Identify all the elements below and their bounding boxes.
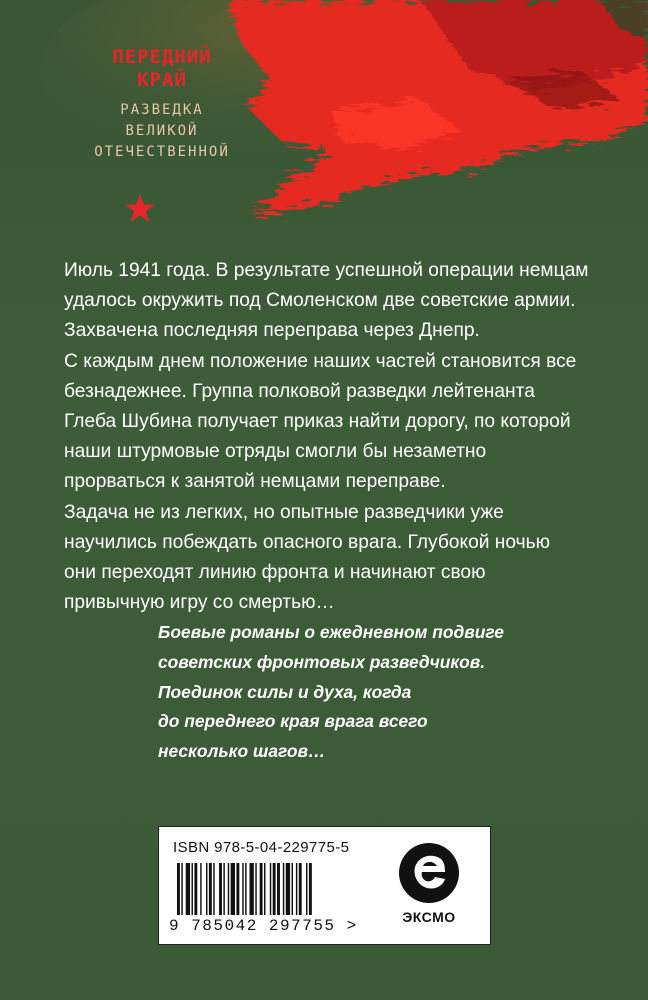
- blurb-line: безнадежнее. Группа полковой разведки лейтенанта: [64, 380, 535, 402]
- blurb-line: Глеба Шубина получает приказ найти дорогу, по которой: [64, 411, 571, 433]
- red-star-icon: [124, 193, 156, 225]
- series-logo: [62, 46, 262, 163]
- blurb-line: прорваться к занятой немцами переправе.: [64, 471, 446, 493]
- blurb-line: привычную игру со смертью…: [64, 592, 335, 614]
- blurb-line: С каждым днем положение наших частей становится все: [64, 350, 577, 372]
- isbn-label: ISBN 978-5-04-229775-5: [173, 839, 350, 856]
- publisher-name: ЭКСМО: [402, 909, 456, 925]
- blurb-line: удалось окружить под Смоленском две советские армии.: [64, 290, 576, 312]
- blurb-line: Захвачена последняя переправа через Днепр.: [64, 320, 480, 342]
- barcode-icon: [177, 863, 365, 923]
- tagline-line: Поединок силы и духа, когда: [158, 681, 412, 702]
- series-subtitle: [62, 100, 262, 163]
- tagline-line: Боевые романы о ежедневном подвиге: [158, 622, 504, 642]
- series-subtitle-line-2: ВЕЛИКОЙ: [125, 123, 199, 139]
- tagline-line: несколько шагов…: [158, 741, 326, 762]
- barcode-panel: [158, 826, 491, 945]
- eksmo-logo-icon: [397, 841, 461, 905]
- blurb-text: [64, 256, 604, 618]
- tagline-line: до переднего края врага всего: [158, 711, 428, 732]
- blurb-line: они переходят линию фронта и начинают свою: [64, 562, 486, 584]
- series-title-line-1: ПЕРЕДНИЙ: [112, 46, 212, 68]
- blurb-line: Июль 1941 года. В результате успешной операции немцам: [64, 260, 589, 281]
- series-title-line-2: КРАЙ: [137, 69, 187, 91]
- blurb-line: научились побеждать опасного врага. Глубокой ночью: [64, 531, 551, 553]
- series-subtitle-line-1: РАЗВЕДКА: [120, 102, 204, 118]
- series-subtitle-line-3: ОТЕЧЕСТВЕННОЙ: [94, 144, 230, 160]
- blurb-line: Задача не из легких, но опытные разведчики уже: [64, 501, 504, 523]
- series-tagline: [158, 618, 588, 767]
- tagline-line: советских фронтовых разведчиков.: [158, 651, 486, 672]
- blurb-line: наши штурмовые отряды смогли бы незаметно: [64, 441, 487, 463]
- barcode-digits: 9 785042 297755 >: [169, 917, 358, 935]
